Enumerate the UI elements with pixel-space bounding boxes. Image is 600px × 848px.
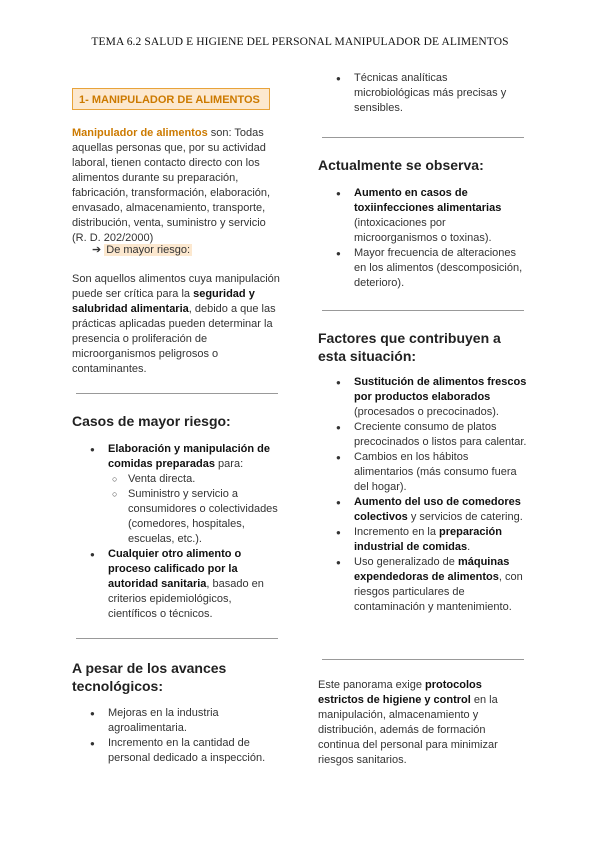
observa-item1-after: (intoxicaciones por microorganismos o toxinas). — [354, 217, 492, 244]
arrow-item-label: De mayor riesgo: — [106, 244, 191, 256]
list-item: ● Técnicas analíticas microbiológicas más precisas y sensibles. — [336, 71, 526, 116]
factores-heading: Factores que contribuyen a esta situación: — [318, 330, 501, 364]
observa-heading: Actualmente se observa: — [318, 157, 484, 173]
right-top-list — [336, 71, 526, 116]
divider — [76, 393, 278, 394]
list-item: ○ Venta directa. — [112, 472, 282, 487]
divider — [76, 638, 278, 639]
page-title: TEMA 6.2 SALUD E HIGIENE DEL PERSONAL MANIPULADOR DE ALIMENTOS — [91, 36, 509, 48]
observa-list — [336, 186, 528, 291]
factores-item5-before: Incremento en la — [354, 526, 439, 538]
risk-text-after: , debido a que las prácticas aplicadas pueden determinar la presencia o proliferación de microorganismos peligrosos o contaminantes. — [72, 303, 276, 375]
closing-bold: protocolos estrictos de higiene y control — [318, 679, 482, 706]
casos-item1-bold: Elaboración y manipulación de comidas preparadas — [108, 443, 270, 470]
list-item — [336, 186, 528, 246]
list-item: ● Cambios en los hábitos alimentarios (más consumo fuera del hogar). — [336, 450, 528, 495]
avances-heading: A pesar de los avances tecnológicos: — [72, 660, 227, 694]
risk-text-before: Son aquellos alimentos cuya manipulación puede ser crítica para la — [72, 273, 280, 300]
closing-after: en la manipulación, almacenamiento y distribución, además de formación continua del personal para minimizar riesgos sanitarios. — [318, 694, 498, 766]
casos-item1-after: para: — [215, 458, 244, 470]
list-item: ● Mayor frecuencia de alteraciones en los alimentos (descomposición, deterioro). — [336, 246, 528, 291]
factores-item6-bold: máquinas expendedoras de alimentos — [354, 556, 510, 583]
list-item — [90, 442, 282, 547]
observa-item1-bold: Aumento en casos de toxiinfecciones alimentarias — [354, 187, 502, 214]
divider — [322, 310, 524, 311]
definition-term: Manipulador de alimentos — [72, 127, 208, 139]
risk-text-bold: seguridad y salubridad alimentaria — [72, 288, 255, 315]
factores-item5-after: . — [467, 541, 471, 553]
divider — [322, 659, 524, 660]
definition-paragraph — [72, 126, 280, 246]
casos-item2-bold: Cualquier otro alimento o proceso calificado por la autoridad sanitaria — [108, 548, 242, 590]
list-item: ● Incremento en la cantidad de personal dedicado a inspección. — [90, 736, 282, 766]
definition-text: son: Todas aquellas personas que, por su actividad laboral, tienen contacto directo con los alimentos durante su preparación, fabricación, transformación, elaboración, envasado, almacenamiento, transporte, distribución, venta, suministro y servicio (R. D. 202/2000) — [72, 127, 271, 244]
list-item — [336, 495, 528, 525]
factores-item4-bold: Aumento del uso de comedores colectivos — [354, 496, 521, 523]
closing-before: Este panorama exige — [318, 679, 426, 691]
casos-list — [90, 442, 282, 622]
factores-item6-after: , con riesgos particulares de contaminación y mantenimiento. — [354, 571, 523, 613]
factores-item1-after: (procesados o precocinados). — [354, 406, 499, 418]
factores-item6-before: Uso generalizado de — [354, 556, 458, 568]
factores-item5-bold: preparación industrial de comidas — [354, 526, 502, 553]
list-item — [336, 375, 528, 420]
factores-list — [336, 375, 528, 615]
list-item — [336, 525, 528, 555]
casos-heading: Casos de mayor riesgo: — [72, 413, 231, 429]
avances-list — [90, 706, 282, 766]
arrow-item — [92, 243, 192, 258]
closing-paragraph — [318, 678, 528, 768]
casos-item2-after: , basado en criterios epidemiológicos, científicos o técnicos. — [108, 578, 264, 620]
list-item — [90, 547, 282, 622]
section-label: 1- MANIPULADOR DE ALIMENTOS — [72, 88, 270, 110]
arrow-right-icon: ➔ — [92, 244, 102, 256]
risk-paragraph — [72, 272, 280, 377]
list-item: ● Creciente consumo de platos precocinados o listos para calentar. — [336, 420, 528, 450]
factores-item4-after: y servicios de catering. — [407, 511, 523, 523]
list-item: ○ Suministro y servicio a consumidores o colectividades (comedores, hospitales, escuelas, etc.). — [112, 487, 282, 547]
divider — [322, 137, 524, 138]
casos-sublist — [112, 472, 282, 547]
list-item: ● Mejoras en la industria agroalimentaria. — [90, 706, 282, 736]
list-item — [336, 555, 528, 615]
factores-item1-bold: Sustitución de alimentos frescos por productos elaborados — [354, 376, 527, 403]
